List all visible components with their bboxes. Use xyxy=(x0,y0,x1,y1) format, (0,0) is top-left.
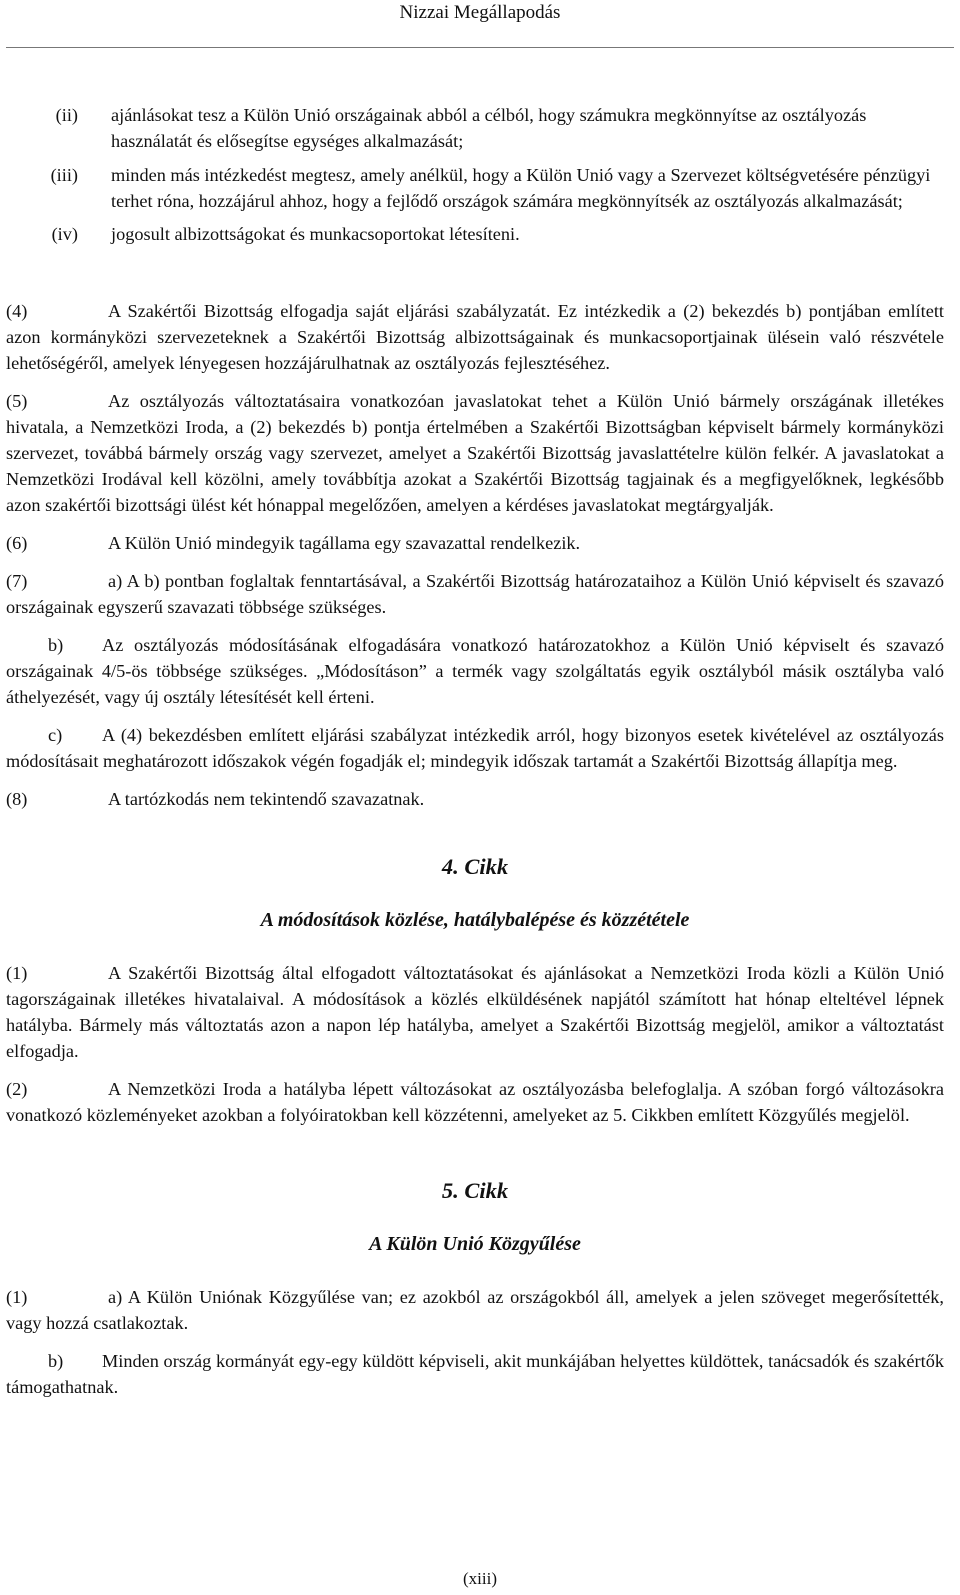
page-number: (xiii) xyxy=(463,1569,497,1588)
article-5-subtitle: A Külön Unió Közgyűlése xyxy=(369,1233,581,1255)
list-item-number: (iii) xyxy=(50,165,78,186)
paragraph-number: (5) xyxy=(6,391,28,411)
item-list xyxy=(6,103,944,248)
article-4-title: 4. Cikk xyxy=(441,854,509,879)
paragraph-5 xyxy=(6,388,944,518)
paragraph-text: A Külön Unió mindegyik tagállama egy szavazattal rendelkezik. xyxy=(108,533,581,553)
document-body xyxy=(6,298,944,1412)
list-item-text: jogosult albizottságokat és munkacsoportokat létesíteni. xyxy=(111,224,520,245)
paragraph-number: (1) xyxy=(6,963,28,983)
paragraph-number: (8) xyxy=(6,789,28,809)
list-item-text: ajánlásokat tesz a Külön Unió országainak abból a célból, hogy számukra megkönnyítse az osztályozás használatát és elősegítse egységes alkalmazását; xyxy=(111,105,867,151)
paragraph-number: (7) xyxy=(6,571,28,591)
article-4-subtitle: A módosítások közlése, hatálybalépése és közzététele xyxy=(260,909,690,931)
paragraph-4 xyxy=(6,298,944,376)
paragraph-number: (6) xyxy=(6,533,28,553)
paragraph-6 xyxy=(6,530,944,556)
subpoint-label: c) xyxy=(48,725,63,745)
article-5-paragraph-1a xyxy=(6,1284,944,1336)
article-4-paragraph-1 xyxy=(6,960,944,1064)
paragraph-7c xyxy=(6,722,944,774)
paragraph-text: A Szakértői Bizottság elfogadja saját eljárási szabályzatát. Ez intézkedik a (2) bekezdés b) pontjában említett azon kormányközi szervezeteknek a Szakértői Bizottság albizottságainak és munkacsoportjainak ülésein való részvétele lehetőségéről, amelyek lényegesen hozzájárulhatnak az osztályozás fejlesztéséhez. xyxy=(6,301,944,373)
paragraph-text: a) A b) pontban foglaltak fenntartásával, a Szakértői Bizottság határozataihoz a Külön Unió képviselt és szavazó országainak egyszerű szavazati többsége szükséges. xyxy=(6,571,944,617)
list-item xyxy=(6,222,944,248)
paragraph-text: A tartózkodás nem tekintendő szavazatnak. xyxy=(108,789,425,809)
list-item-number: (ii) xyxy=(55,105,78,125)
article-5-title: 5. Cikk xyxy=(441,1178,509,1203)
list-item-number: (iv) xyxy=(51,224,78,245)
article-5-paragraph-1b xyxy=(6,1348,944,1400)
paragraph-7b xyxy=(6,632,944,710)
paragraph-number: (2) xyxy=(6,1079,28,1099)
list-item xyxy=(6,103,944,154)
paragraph-7a xyxy=(6,568,944,620)
paragraph-text: a) A Külön Uniónak Közgyűlése van; ez azokból az országokból áll, amelyek a jelen szöveget megerősítették, vagy hozzá csatlakoztak. xyxy=(6,1287,944,1333)
paragraph-text: A Nemzetközi Iroda a hatályba lépett változásokat az osztályozásba belefoglalja. A szóban forgó változásokra vonatkozó közleményeket azokban a folyóiratokban kell közzétenni, amelyeket az 5. Cikkben említett Közgyűlés megjelöl. xyxy=(6,1079,944,1125)
paragraph-text: A (4) bekezdésben említett eljárási szabályzat intézkedik arról, hogy bizonyos esetek kivételével az osztályozás módosításait meghatározott időszakok végén fogadják el; mindegyik időszak tartamát a Szakértői Bizottság állapítja meg. xyxy=(6,725,944,771)
subpoint-label: b) xyxy=(48,635,64,655)
running-header: Nizzai Megállapodás xyxy=(399,2,561,23)
paragraph-8 xyxy=(6,786,944,812)
subpoint-label: b) xyxy=(48,1351,64,1371)
header-rule xyxy=(6,47,954,48)
paragraph-text: Minden ország kormányát egy-egy küldött képviseli, akit munkájában helyettes küldöttek, tanácsadók és szakértők támogathatnak. xyxy=(6,1351,944,1397)
list-item-text: minden más intézkedést megtesz, amely anélkül, hogy a Külön Unió vagy a Szervezet költségvetésére pénzügyi terhet róna, hozzájárul ahhoz, hogy a fejlődő országok számára megkönnyítsék az osztályozás alkalmazását; xyxy=(111,165,931,211)
paragraph-text: Az osztályozás módosításának elfogadására vonatkozó határozatokhoz a Külön Unió képviselt és szavazó országainak 4/5-ös többsége szükséges. „Módosításon” a termék vagy szolgáltatás egyik osztályból másik osztályba való áthelyezését, vagy új osztály létesítését kell érteni. xyxy=(6,635,944,707)
paragraph-text: A Szakértői Bizottság által elfogadott változtatásokat és ajánlásokat a Nemzetközi Iroda közli a Külön Unió tagországainak illetékes hivatalaival. A módosítások a közlés elküldésének napjától számított hat hónap elteltével lépnek hatályba. Bármely más változtatás azon a napon lép hatályba, amelyet a Szakértői Bizottság megjelöl, amikor a változtatást elfogadja. xyxy=(6,963,944,1061)
paragraph-number: (1) xyxy=(6,1287,28,1307)
paragraph-number: (4) xyxy=(6,301,28,321)
paragraph-text: Az osztályozás változtatásaira vonatkozóan javaslatokat tehet a Külön Unió bármely országának illetékes hivatala, a Nemzetközi Iroda, a (2) bekezdés b) pontja értelmében a Szakértői Bizottságban képviselt bármely kormányközi szervezet, továbbá bármely ország vagy szervezet, amelyet a Szakértői Bizottság javaslattételre külön felkér. A javaslatokat a Nemzetközi Irodával kell közölni, amely továbbítja azokat a Szakértői Bizottság tagjainak és a megfigyelőknek, legkésőbb azon szakértői bizottsági ülést két hónappal megelőzően, amelyen a kérdéses javaslatokat megtárgyalják. xyxy=(6,391,944,515)
list-item xyxy=(6,163,944,214)
article-4-paragraph-2 xyxy=(6,1076,944,1128)
